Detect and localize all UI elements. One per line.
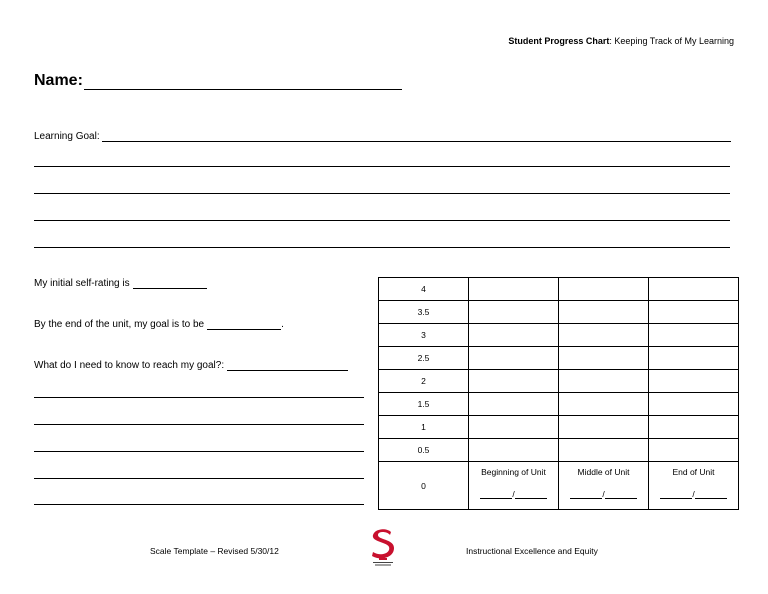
scale-row (379, 416, 739, 439)
name-row (34, 72, 402, 90)
rating-cell[interactable] (469, 416, 559, 439)
rating-cell[interactable] (649, 278, 739, 301)
score-cell[interactable] (559, 462, 649, 510)
know-label: What do I need to know to reach my goal?: (34, 360, 225, 371)
rating-cell[interactable] (649, 439, 739, 462)
progress-scale-table (378, 277, 739, 510)
know-field[interactable] (227, 361, 348, 371)
rating-cell[interactable] (469, 301, 559, 324)
scale-row (379, 370, 739, 393)
scale-level-cell: 2.5 (379, 347, 469, 370)
score-blank[interactable] (649, 489, 738, 499)
scale-row (379, 462, 739, 510)
rating-cell[interactable] (469, 370, 559, 393)
rating-cell[interactable] (469, 347, 559, 370)
score-blank-line[interactable] (660, 488, 695, 499)
score-separator: / (692, 488, 695, 499)
rating-cell[interactable] (649, 370, 739, 393)
know-line[interactable] (34, 397, 364, 398)
rating-cell[interactable] (649, 324, 739, 347)
header-title-rest: : Keeping Track of My Learning (609, 36, 734, 46)
scale-level-cell: 2 (379, 370, 469, 393)
page-header-title (508, 36, 734, 46)
column-header: Middle of Unit (577, 466, 630, 477)
rating-cell[interactable] (649, 301, 739, 324)
learning-goal-line[interactable] (34, 193, 730, 194)
score-blank-line[interactable] (480, 488, 515, 499)
scale-level-cell: 3.5 (379, 301, 469, 324)
initial-rating-row (34, 278, 207, 289)
end-goal-label: By the end of the unit, my goal is to be (34, 319, 205, 330)
scale-level-cell: 1 (379, 416, 469, 439)
score-blank-line[interactable] (570, 488, 605, 499)
rating-cell[interactable] (469, 324, 559, 347)
name-label: Name: (34, 72, 83, 89)
initial-rating-field[interactable] (133, 279, 207, 289)
initial-rating-label: My initial self-rating is (34, 278, 130, 289)
rating-cell[interactable] (469, 439, 559, 462)
scale-row (379, 439, 739, 462)
score-blank-line[interactable] (695, 490, 727, 499)
score-blank[interactable] (469, 489, 558, 499)
scale-row (379, 324, 739, 347)
rating-cell[interactable] (559, 393, 649, 416)
rating-cell[interactable] (469, 393, 559, 416)
rating-cell[interactable] (559, 370, 649, 393)
score-cell[interactable] (649, 462, 739, 510)
column-header: End of Unit (672, 466, 715, 477)
score-separator: / (602, 488, 605, 499)
rating-cell[interactable] (649, 393, 739, 416)
footer-left: Scale Template – Revised 5/30/12 (150, 546, 279, 556)
rating-cell[interactable] (559, 347, 649, 370)
score-separator: / (512, 488, 515, 499)
know-line[interactable] (34, 478, 364, 479)
footer-right: Instructional Excellence and Equity (466, 546, 598, 556)
scale-row (379, 347, 739, 370)
rating-cell[interactable] (559, 301, 649, 324)
learning-goal-line[interactable] (34, 247, 730, 248)
end-goal-period: . (281, 319, 284, 330)
know-row (34, 360, 348, 371)
scale-row (379, 393, 739, 416)
rating-cell[interactable] (649, 347, 739, 370)
rating-cell[interactable] (559, 416, 649, 439)
rating-cell[interactable] (559, 439, 649, 462)
column-header: Beginning of Unit (481, 466, 546, 477)
scale-level-cell: 3 (379, 324, 469, 347)
rating-cell[interactable] (469, 278, 559, 301)
score-blank[interactable] (559, 489, 648, 499)
rating-cell[interactable] (559, 278, 649, 301)
score-cell[interactable] (469, 462, 559, 510)
district-logo-icon (367, 527, 399, 567)
rating-cell[interactable] (649, 416, 739, 439)
learning-goal-line[interactable] (34, 166, 730, 167)
learning-goal-label: Learning Goal: (34, 131, 100, 142)
score-blank-line[interactable] (515, 490, 547, 499)
scale-level-cell: 0 (379, 462, 469, 510)
know-line[interactable] (34, 504, 364, 505)
name-field[interactable] (84, 75, 402, 90)
scale-row (379, 301, 739, 324)
scale-level-cell: 4 (379, 278, 469, 301)
score-blank-line[interactable] (605, 490, 637, 499)
know-line[interactable] (34, 424, 364, 425)
rating-cell[interactable] (559, 324, 649, 347)
scale-row (379, 278, 739, 301)
end-goal-row (34, 319, 284, 330)
learning-goal-row (34, 131, 731, 142)
end-goal-field[interactable] (207, 320, 281, 330)
header-title-bold: Student Progress Chart (508, 36, 610, 46)
scale-level-cell: 0.5 (379, 439, 469, 462)
know-line[interactable] (34, 451, 364, 452)
scale-level-cell: 1.5 (379, 393, 469, 416)
learning-goal-line[interactable] (34, 220, 730, 221)
learning-goal-field[interactable] (102, 132, 731, 142)
